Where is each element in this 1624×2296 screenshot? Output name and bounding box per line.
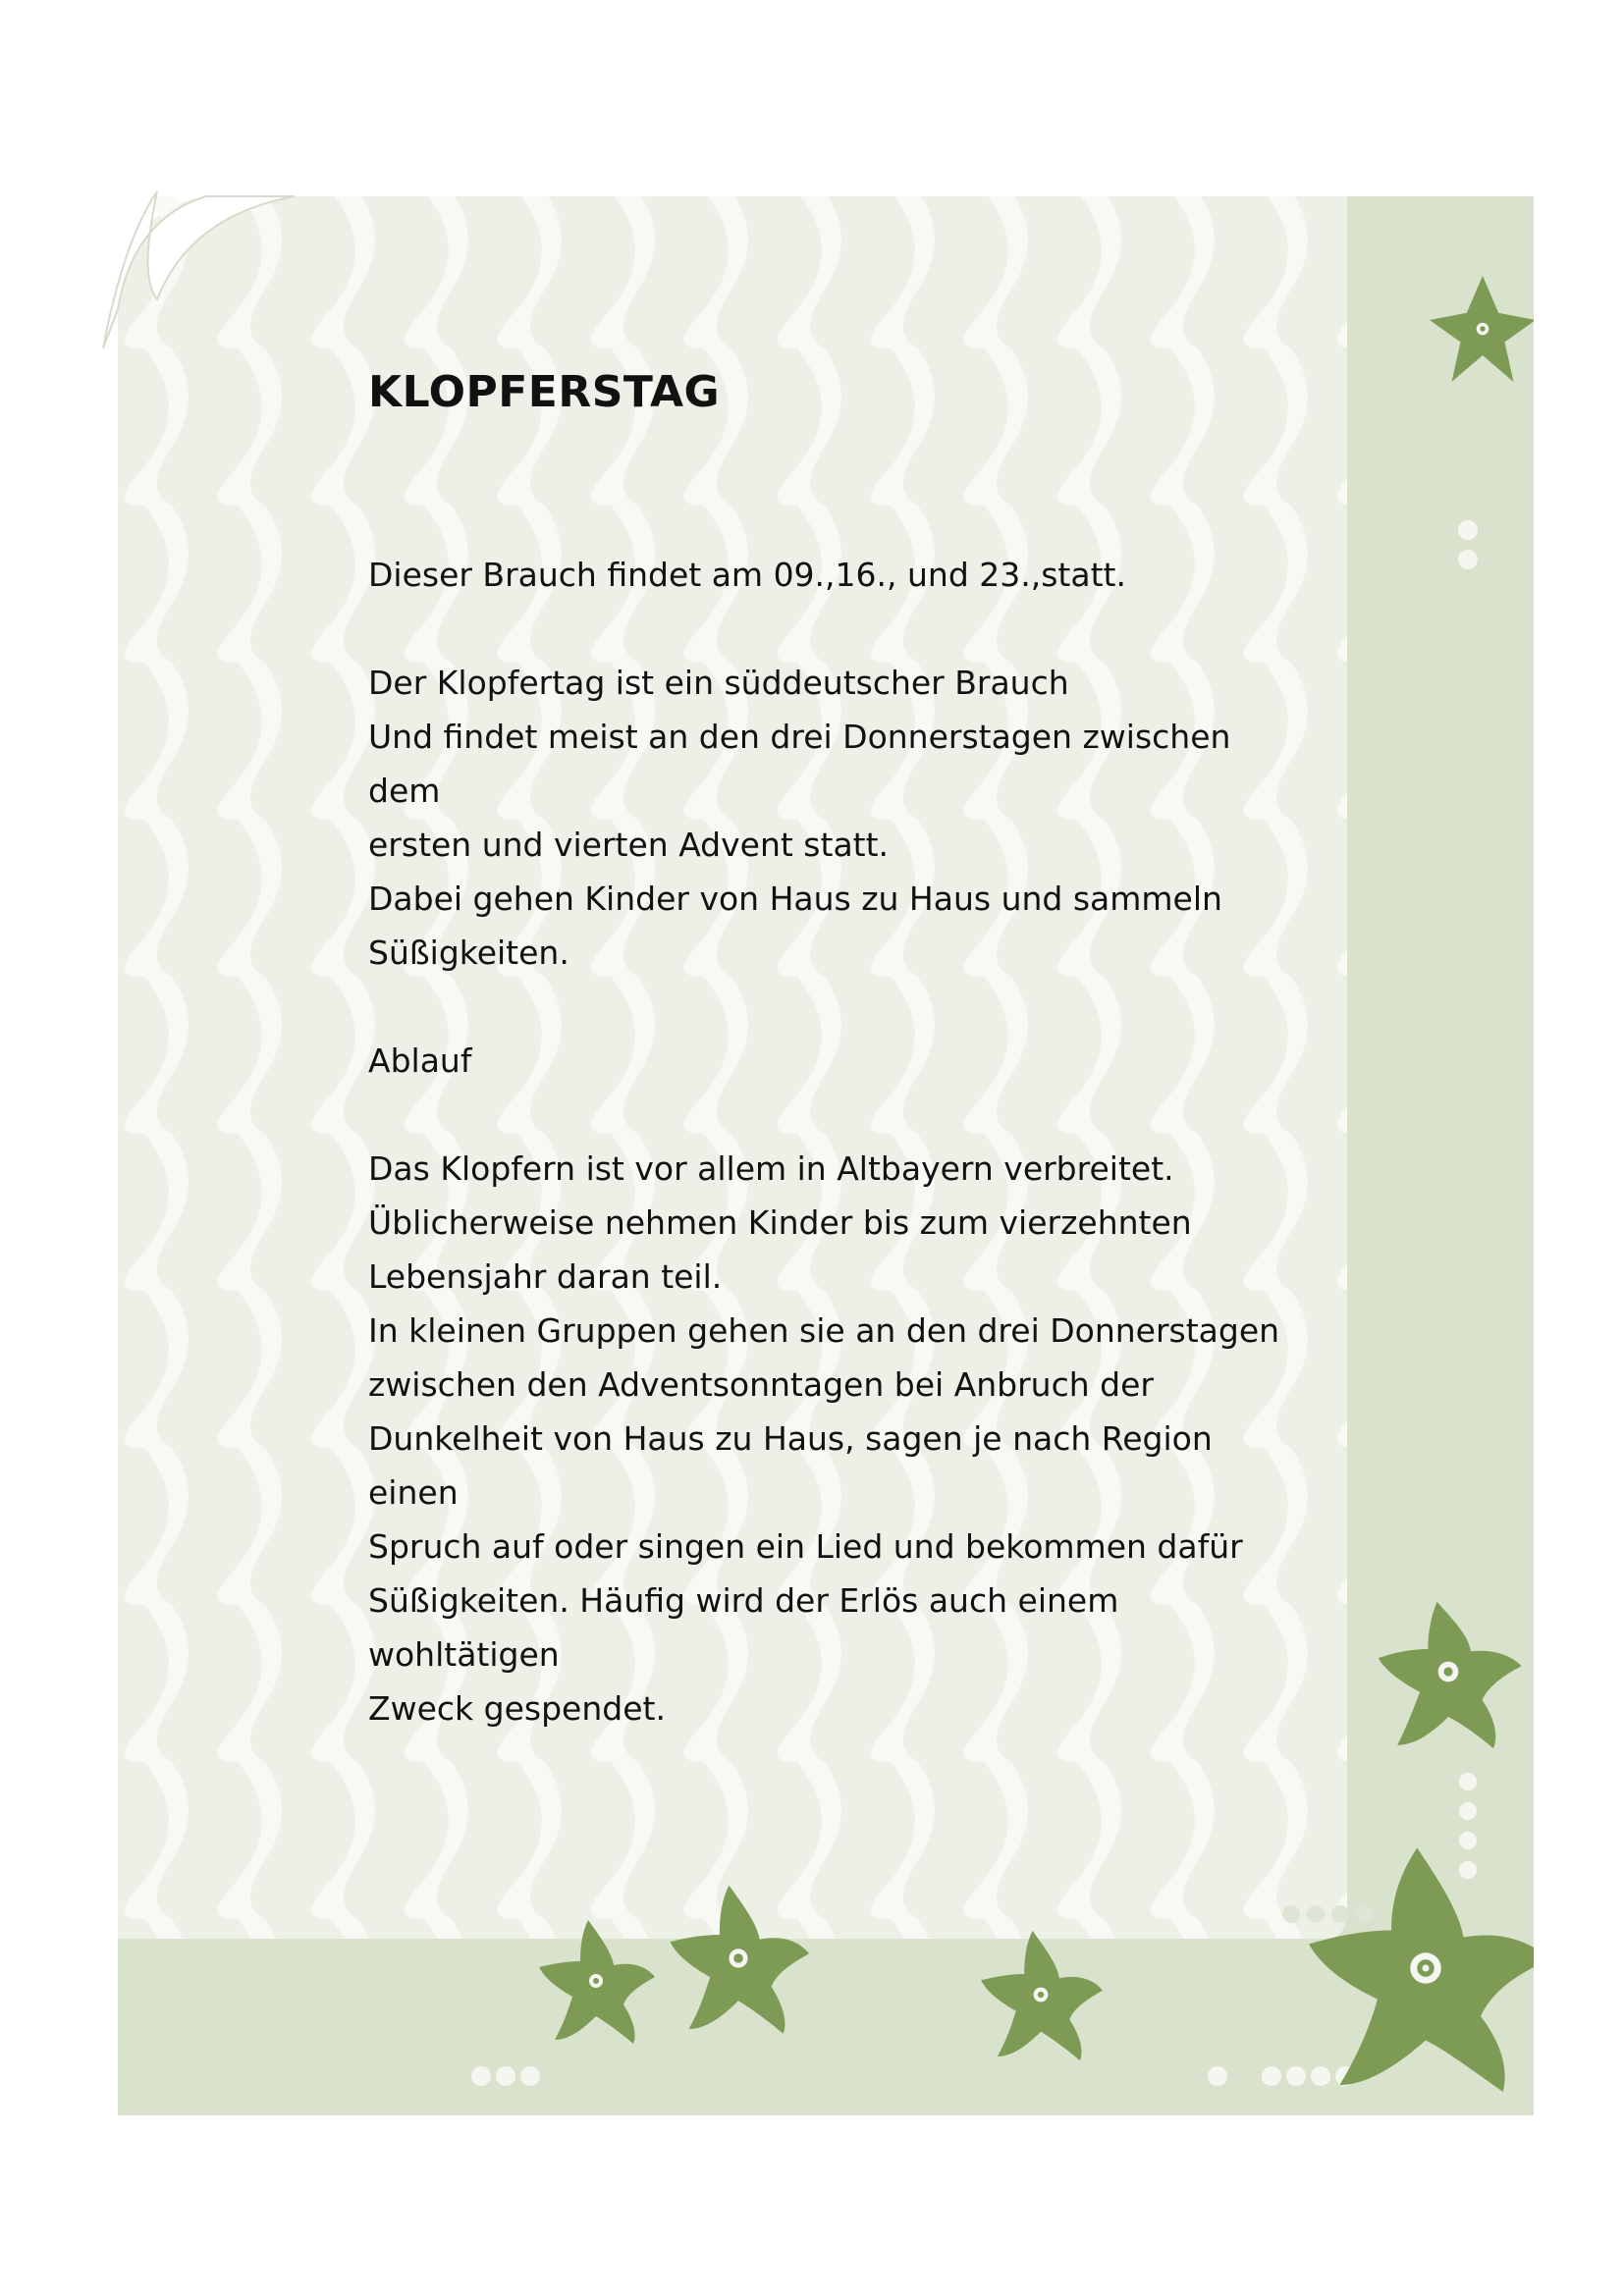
paragraph-intro: Der Klopfertag ist ein süddeutscher Brauch Und findet meist an den drei Donnerstagen zwischen dem ersten und vierten Advent statt. Dabei gehen Kinder von Haus zu Haus und sammeln Süßigkeiten. xyxy=(368,664,1231,972)
right-band xyxy=(1347,196,1534,2115)
paragraph-dates: Dieser Brauch findet am 09.,16., und 23.,statt. xyxy=(368,556,1126,594)
page-title: KLOPFERSTAG xyxy=(368,367,721,417)
paragraph-ablauf: Das Klopfern ist vor allem in Altbayern verbreitet. Üblicherweise nehmen Kinder bis zum vierzehnten Lebensjahr daran teil. In kleinen Gruppen gehen sie an den drei Donnerstagen zwischen den Adventsonntagen bei Anbruch der Dunkelheit von Haus zu Haus, sagen je nach Region einen Spruch auf oder singen ein Lied und bekommen dafür Süßigkeiten. Häufig wird der Erlös auch einem wohltätigen Zweck gespendet. xyxy=(368,1149,1280,1728)
section-heading-ablauf: Ablauf xyxy=(368,1041,472,1080)
bottom-band xyxy=(118,1939,1534,2115)
document-body xyxy=(368,363,1311,1735)
